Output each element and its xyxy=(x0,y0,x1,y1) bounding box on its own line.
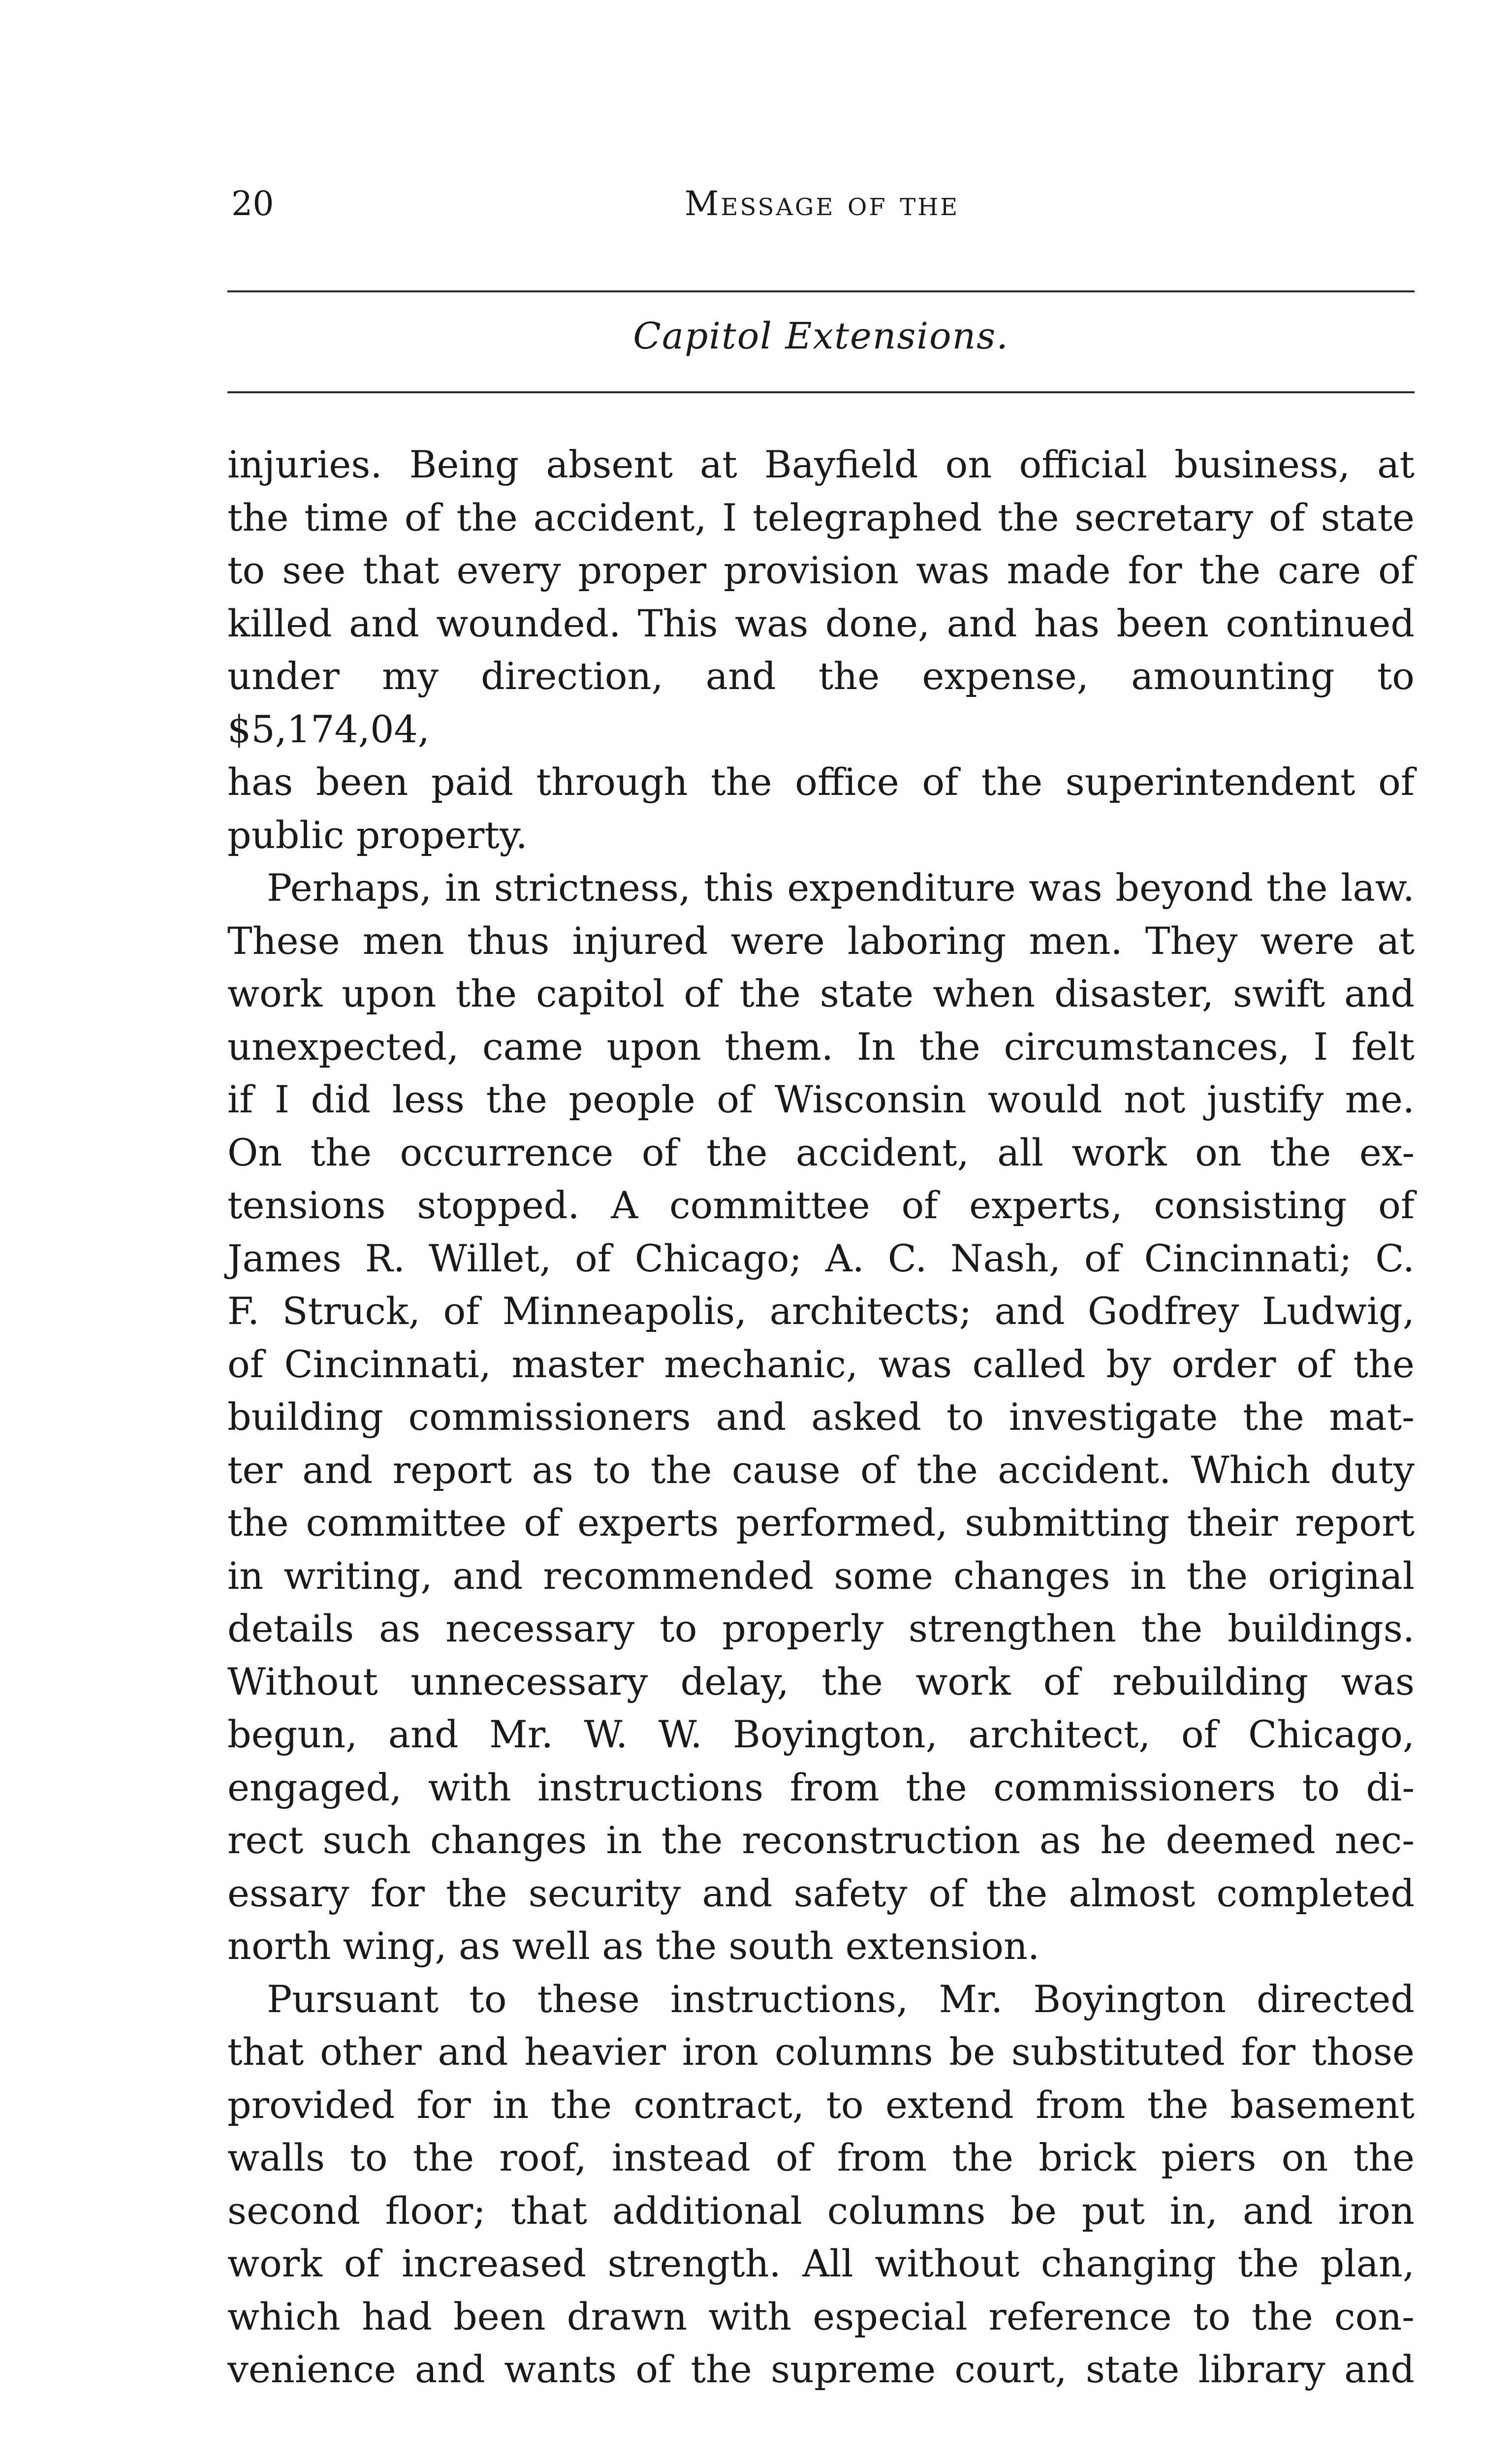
body-line: details as necessary to properly strengthen the buildings. xyxy=(227,1607,1415,1650)
body-line: of Cincinnati, master mechanic, was called by order of the xyxy=(227,1342,1415,1386)
body-line: engaged, with instructions from the commissioners to di- xyxy=(227,1765,1415,1809)
header-rule-top xyxy=(227,290,1415,292)
body-line: unexpected, came upon them. In the circumstances, I felt xyxy=(227,1024,1415,1069)
body-line: in writing, and recommended some changes in the original xyxy=(227,1553,1415,1598)
body-line: provided for in the contract, to extend from the basement xyxy=(227,2082,1415,2127)
body-line: which had been drawn with especial reference to the con- xyxy=(227,2294,1415,2338)
body-line: Pursuant to these instructions, Mr. Boyington directed xyxy=(267,1977,1415,2021)
body-line: has been paid through the office of the superintendent of xyxy=(227,760,1415,804)
running-head xyxy=(231,185,1413,239)
body-line: Without unnecessary delay, the work of rebuilding was xyxy=(227,1659,1415,1704)
body-line: building commissioners and asked to investigate the mat- xyxy=(227,1395,1415,1439)
body-line: to see that every proper provision was made for the care of xyxy=(227,548,1415,592)
body-line: work upon the capitol of the state when disaster, swift and xyxy=(227,972,1415,1015)
body-line: On the occurrence of the accident, all work on the ex- xyxy=(227,1130,1415,1174)
body-line: the committee of experts performed, submitting their report xyxy=(227,1501,1415,1545)
body-line: essary for the security and safety of the almost completed xyxy=(227,1871,1415,1915)
body-line: that other and heavier iron columns be substituted for those xyxy=(227,2030,1415,2074)
running-title: Message of the xyxy=(684,185,960,223)
header-rule-bottom xyxy=(227,391,1415,393)
body-line: work of increased strength. All without changing the plan, xyxy=(227,2241,1415,2285)
body-line: north wing, as well as the south extension. xyxy=(227,1924,1040,1968)
body-line: tensions stopped. A committee of experts, consisting of xyxy=(227,1183,1415,1227)
body-line: rect such changes in the reconstruction as he deemed nec- xyxy=(227,1818,1415,1862)
body-line: begun, and Mr. W. W. Boyington, architect, of Chicago, xyxy=(227,1712,1415,1756)
section-title: Capitol Extensions. xyxy=(633,315,1009,357)
page-number: 20 xyxy=(231,185,274,223)
body-line: second floor; that additional columns be put in, and iron xyxy=(227,2188,1415,2233)
body-line: under my direction, and the expense, amounting to $5,174,04, xyxy=(227,654,1415,751)
body-line: public property. xyxy=(227,813,528,857)
body-line: ter and report as to the cause of the accident. Which duty xyxy=(227,1448,1415,1492)
body-line: These men thus injured were laboring men. They were at xyxy=(227,918,1415,963)
body-line: the time of the accident, I telegraphed the secretary of state xyxy=(227,495,1415,539)
body-line: Perhaps, in strictness, this expenditure was beyond the law. xyxy=(267,866,1415,910)
body-line: killed and wounded. This was done, and has been continued xyxy=(227,601,1415,645)
body-text xyxy=(227,438,1415,2396)
body-line: James R. Willet, of Chicago; A. C. Nash, of Cincinnati; C. xyxy=(227,1236,1415,1280)
body-line: F. Struck, of Minneapolis, architects; and Godfrey Ludwig, xyxy=(227,1289,1415,1333)
body-line: walls to the roof, instead of from the brick piers on the xyxy=(227,2136,1415,2179)
body-line: injuries. Being absent at Bayfield on official business, at xyxy=(227,442,1415,486)
body-line: venience and wants of the supreme court, state library and xyxy=(227,2347,1415,2391)
body-line: if I did less the people of Wisconsin would not justify me. xyxy=(227,1077,1415,1121)
